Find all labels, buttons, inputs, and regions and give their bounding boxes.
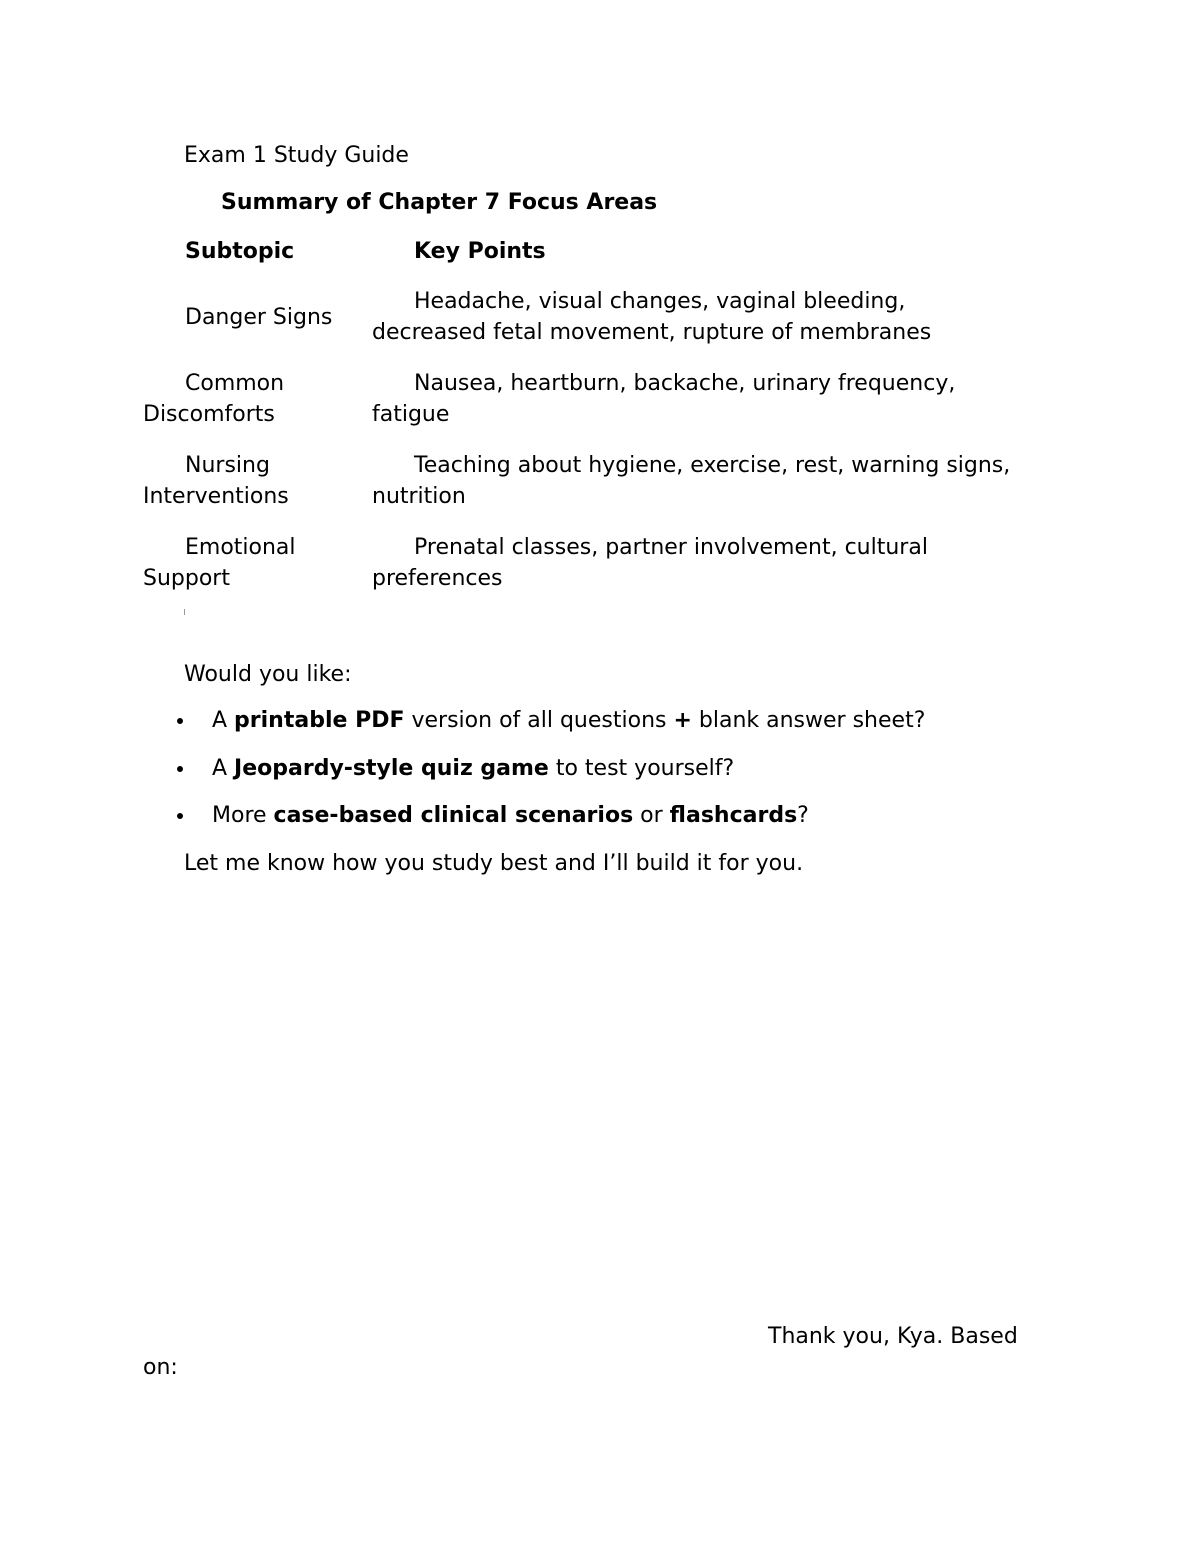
key-points-cell: nutrition xyxy=(372,484,466,509)
key-points-cell: decreased fetal movement, rupture of membranes xyxy=(372,320,932,345)
bullet-text: A xyxy=(212,708,235,733)
bullet-icon xyxy=(177,718,183,724)
bullet-emphasis: Jeopardy-style quiz game xyxy=(234,756,549,781)
bullet-emphasis: case-based clinical scenarios xyxy=(273,803,634,828)
bullet-text: A xyxy=(212,756,235,781)
bullet-item xyxy=(212,705,925,736)
footer-line: Thank you, Kya. Based xyxy=(768,1324,1018,1349)
subtopic-cell: Emotional xyxy=(185,535,296,560)
bullet-emphasis: + xyxy=(673,708,692,733)
key-points-cell: Nausea, heartburn, backache, urinary frequency, xyxy=(414,371,956,396)
subtopic-cell: Discomforts xyxy=(143,402,275,427)
bullet-text: blank answer sheet? xyxy=(691,708,926,733)
bullet-icon xyxy=(177,813,183,819)
key-points-cell: Prenatal classes, partner involvement, cultural xyxy=(414,535,928,560)
bullet-emphasis: printable PDF xyxy=(234,708,405,733)
bullet-item xyxy=(212,753,734,784)
stray-mark xyxy=(184,609,185,615)
key-points-cell: Teaching about hygiene, exercise, rest, warning signs, xyxy=(414,453,1011,478)
section-title: Summary of Chapter 7 Focus Areas xyxy=(221,190,658,215)
key-points-cell: fatigue xyxy=(372,402,450,427)
footer-line: on: xyxy=(143,1355,178,1380)
bullet-text: More xyxy=(212,803,274,828)
key-points-cell: Headache, visual changes, vaginal bleeding, xyxy=(414,289,906,314)
bullet-text: to test yourself? xyxy=(548,756,735,781)
subtopic-cell: Common xyxy=(185,371,285,396)
subtopic-cell: Nursing xyxy=(185,453,270,478)
document-title: Exam 1 Study Guide xyxy=(184,143,409,168)
bullet-text: version of all questions xyxy=(404,708,674,733)
closing-text: Let me know how you study best and I’ll build it for you. xyxy=(184,851,804,876)
header-subtopic: Subtopic xyxy=(185,239,295,264)
subtopic-cell: Interventions xyxy=(143,484,289,509)
bullet-text: or xyxy=(633,803,670,828)
bullet-emphasis: flashcards xyxy=(669,803,798,828)
bullet-icon xyxy=(177,766,183,772)
key-points-cell: preferences xyxy=(372,566,503,591)
bullet-item xyxy=(212,800,809,831)
subtopic-cell: Support xyxy=(143,566,230,591)
bullet-text: ? xyxy=(797,803,809,828)
subtopic-cell: Danger Signs xyxy=(185,305,333,330)
header-key-points: Key Points xyxy=(414,239,546,264)
question-text: Would you like: xyxy=(184,662,352,687)
